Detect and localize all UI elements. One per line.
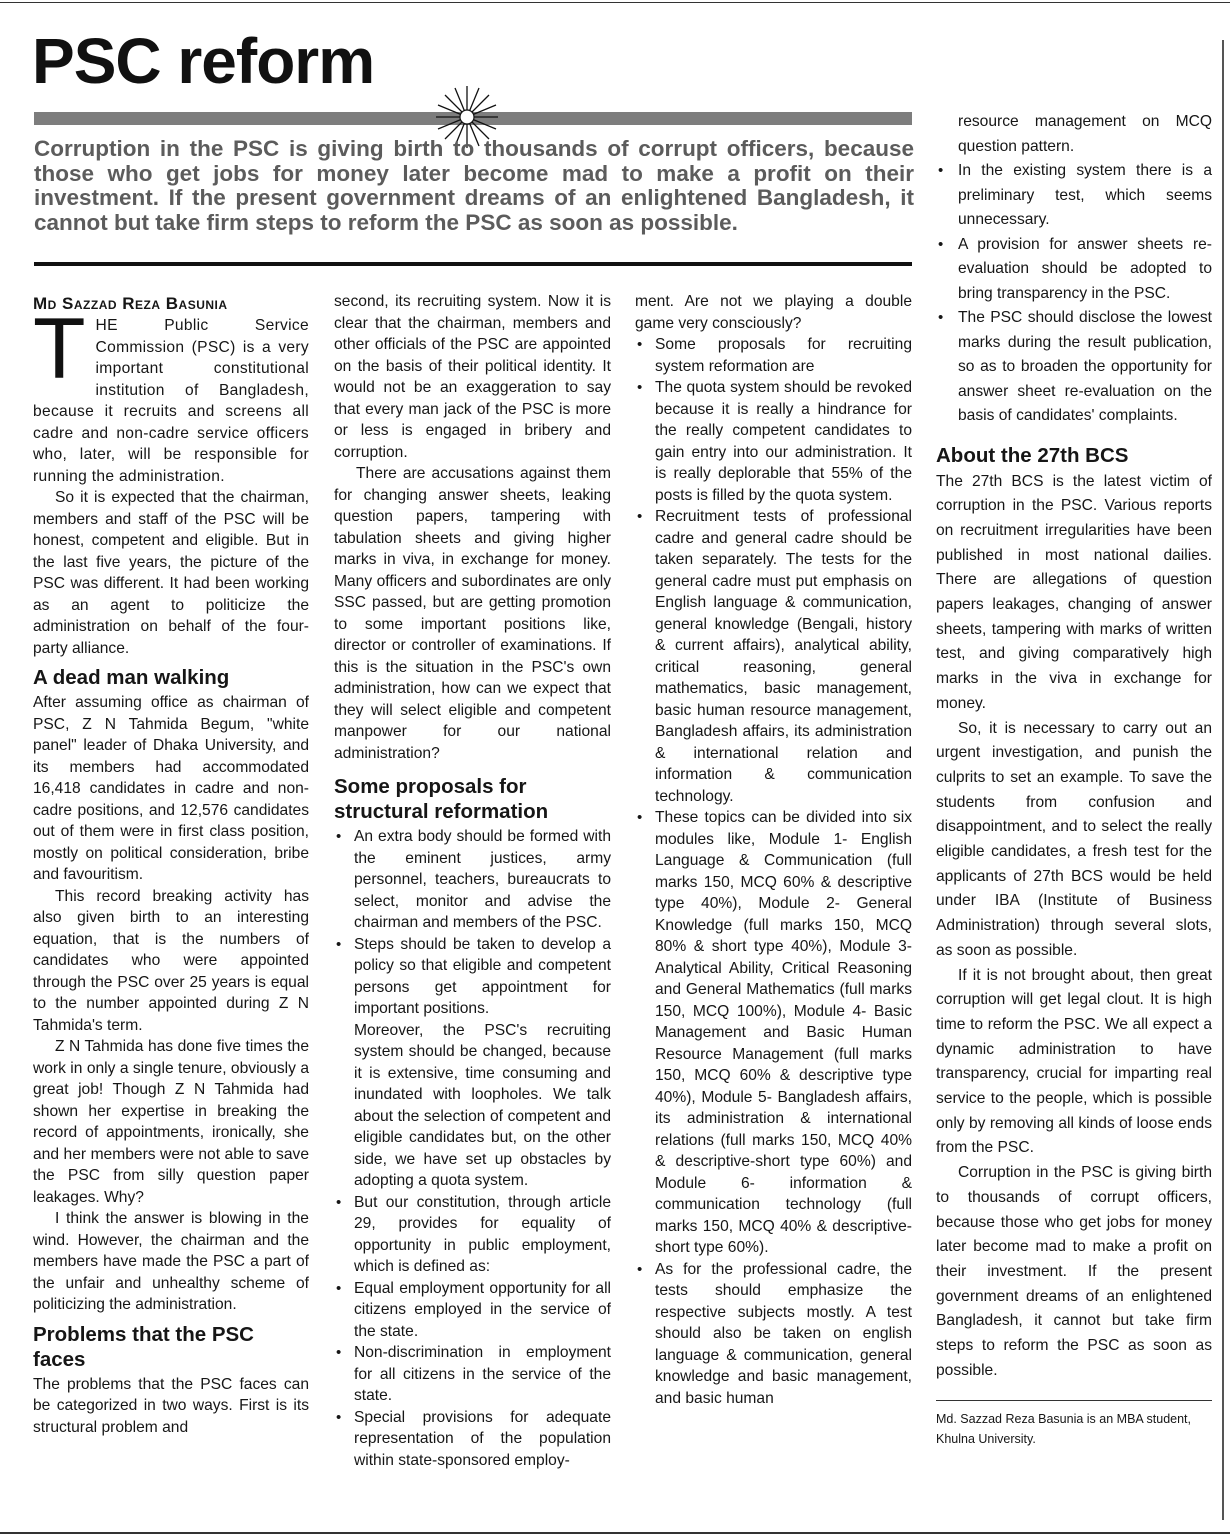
column-2 — [334, 291, 611, 1471]
column-1 — [33, 293, 309, 1438]
bottom-rule — [0, 1532, 1230, 1534]
deck-rule — [34, 262, 912, 266]
list-item: • The quota system should be revoked because it is really a hindrance for the really competent candidates to gain entry into our administration. It is really deplorable that 55% of the posts is filled by the quota system. — [635, 377, 912, 506]
paragraph: This record breaking activity has also given birth to an interesting equation, that is the numbers of candidates who were appointed through the PSC over 25 years is equal to the number appointed during Z N Tahmida's term. — [33, 887, 309, 1034]
paragraph: second, its recruiting system. Now it is clear that the chairman, members and other officials of the PSC are appointed on the basis of their political identity. It would not be an exaggeration to say that every man jack of the PSC is more or less is engaged in bribery and corruption. — [334, 293, 611, 461]
list-item: • The PSC should disclose the lowest marks during the result publication, so as to broaden the opportunity for answer sheet re-evaluation on the basis of candidates' complaints. — [936, 306, 1212, 429]
drop-cap: T — [33, 301, 86, 397]
paragraph: Corruption in the PSC is giving birth to thousands of corrupt officers, because those who get jobs for money later become mad to make a profit on their investment. If the present government dreams of an enlightened Bangladesh, it cannot but take firm steps to reform the PSC as soon as possible. — [936, 1164, 1212, 1379]
paragraph: If it is not brought about, then great corruption will get legal clout. It is high time to reform the PSC. We all expect a dynamic administration to have transparency, crucial for imparting real service to the people, which is possible only by removing all kinds of loose ends from the PSC. — [936, 966, 1212, 1157]
top-rule — [0, 2, 1230, 3]
subheading-dead-man-walking: A dead man walking — [33, 666, 230, 689]
byline: Md Sazzad Reza Basunia — [33, 294, 228, 313]
column-3 — [635, 291, 912, 1409]
list-item: • In the existing system there is a preliminary test, which seems unnecessary. — [936, 159, 1212, 233]
list-item: • An extra body should be formed with the eminent justices, army personnel, teachers, bureaucrats to select, monitor and advise the chairman and members of the PSC. — [334, 826, 611, 934]
footnote-rule — [936, 1400, 1212, 1401]
list-continuation: resource management on MCQ question pattern. — [958, 113, 1212, 155]
subheading-structural-reformation: Some proposals for structural reformation — [334, 775, 549, 823]
paragraph: So, it is necessary to carry out an urgent investigation, and punish the culprits to set an example. To save the students from confusion and disappointment, and to select the really eligible candidates, a fresh test for the applicants of 27th BCS would be held under IBA (Institute of Business Administration) through several slots, as soon as possible. — [936, 719, 1212, 959]
paragraph: ment. Are not we playing a double game very consciously? — [635, 293, 912, 332]
paragraph: After assuming office as chairman of PSC, Z N Tahmida Begum, "white panel" leader of Dhaka University, and its members had accommodated 16,418 candidates in cadre and non-cadre positions, and 12,576 candidates out of them were in first class position, mostly on political consideration, bribe and favouritism. — [33, 694, 309, 883]
column-4 — [936, 110, 1212, 1449]
list-item: • Recruitment tests of professional cadre and general cadre should be taken separately. The tests for the general cadre must put emphasis on English language & communication, general knowledge (Bengali, history & current affairs), analytical ability, critical reasoning, general mathematics, basic management, basic human resource management, Bangladesh affairs, its administration & international relation and information & communication technology. — [635, 506, 912, 807]
subheading-problems: Problems that the PSC faces — [33, 1322, 254, 1371]
paragraph: So it is expected that the chairman, members and staff of the PSC will be honest, competent and eligible. But in the last five years, the picture of the PSC was different. It had been working as an agent to politicize the administration on behalf of the four-party alliance. — [33, 489, 309, 657]
headline: PSC reform — [32, 25, 375, 97]
paragraph: The 27th BCS is the latest victim of corruption in the PSC. Various reports on recruitment irregularities have been published in most national dailies. There are allegations of question papers leakages, changing of answer sheets, tampering with marks of written test, and giving comparatively high marks in the viva in exchange for money. — [936, 472, 1212, 712]
list-item — [334, 934, 611, 1192]
deck-summary: Corruption in the PSC is giving birth to thousands of corrupt officers, because those who get jobs for money later become mad to make a profit on their investment. If the present government dreams of an enlightened Bangladesh, it cannot but take firm steps to reform the PSC as soon as possible. — [34, 136, 914, 235]
subheading-27th-bcs: About the 27th BCS — [936, 443, 1129, 467]
list-item-text: Steps should be taken to develop a policy so that eligible and competent persons get appointment for important positions. — [354, 935, 611, 1017]
list-item: • Special provisions for adequate representation of the population within state-sponsored employ- — [334, 1407, 611, 1472]
list-item: • These topics can be divided into six modules like, Module 1- English Language & Communication (full marks 150, MCQ 60% & descriptive type 40%), Module 2- General Knowledge (full marks 150, MCQ 80% & short type 40%), Module 3- Analytical Ability, Critical Reasoning and General Mathematics (full marks 150, MCQ 100%), Module 4- Basic Management and Basic Human Resource Management (full marks 150, MCQ 60% & descriptive type 40%), Module 5- Bangladesh affairs, its administration & international relations (full marks 150, MCQ 40% & descriptive-short type 60%) and Module 6- information & communication technology (full marks 150, MCQ 40% & descriptive-short type 60%). — [635, 807, 912, 1259]
list-item: • A provision for answer sheets re-evaluation should be adopted to bring transparency in the PSC. — [936, 233, 1212, 307]
list-item-continuation: Moreover, the PSC's recruiting system should be changed, because it is extensive, time consuming and inundated with loopholes. We talk about the selection of competent and eligible candidates but, on the other side, we have set up obstacles by adopting a quota system. — [354, 1021, 611, 1189]
intro-text: HE Public Service Commission (PSC) is a very important constitutional institution of Bangladesh, because it recruits and screens all cadre and non-cadre service officers who, later, will be responsible for running the administration. — [33, 317, 309, 485]
paragraph: I think the answer is blowing in the wind. However, the chairman and the members have made the PSC a part of the unfair and unhealthy scheme of politicizing the administration. — [33, 1210, 309, 1313]
author-footnote: Md. Sazzad Reza Basunia is an MBA student, Khulna University. — [936, 1411, 1191, 1446]
recruiting-proposal-list — [635, 334, 912, 1409]
proposal-list — [334, 826, 611, 1471]
list-item: • Some proposals for recruiting system reformation are — [635, 334, 912, 377]
list-item: • Equal employment opportunity for all citizens employed in the service of the state. — [334, 1278, 611, 1343]
paragraph: Z N Tahmida has done five times the work in only a single tenure, obviously a great job! Though Z N Tahmida had shown her expertise in breaking the record of appointments, ironically, she and her members were not able to save the PSC from silly question paper leakages. Why? — [33, 1038, 309, 1206]
right-rule — [1222, 40, 1224, 1520]
bcs-section — [936, 470, 1212, 1384]
recruiting-proposal-list-continued — [936, 159, 1212, 429]
list-item: • Non-discrimination in employment for all citizens in the service of the state. — [334, 1342, 611, 1407]
paragraph: There are accusations against them for changing answer sheets, leaking question papers, tampering with tabulation sheets and giving higher marks in viva, in exchange for money. Many officers and subordinates are only SSC passed, but are getting promotion to some important positions like, director or controller of examinations. If this is the situation in the PSC's own administration, how can we expect that they will select eligible and competent manpower for our national administration? — [334, 465, 611, 762]
list-item: • As for the professional cadre, the tests should emphasize the respective subjects mostly. A test should also be taken on english language & communication, general knowledge and basic management, and basic human — [635, 1259, 912, 1410]
paragraph: The problems that the PSC faces can be categorized in two ways. First is its structural problem and — [33, 1375, 309, 1436]
list-item: • But our constitution, through article 29, provides for equality of opportunity in public employment, which is defined as: — [334, 1192, 611, 1278]
